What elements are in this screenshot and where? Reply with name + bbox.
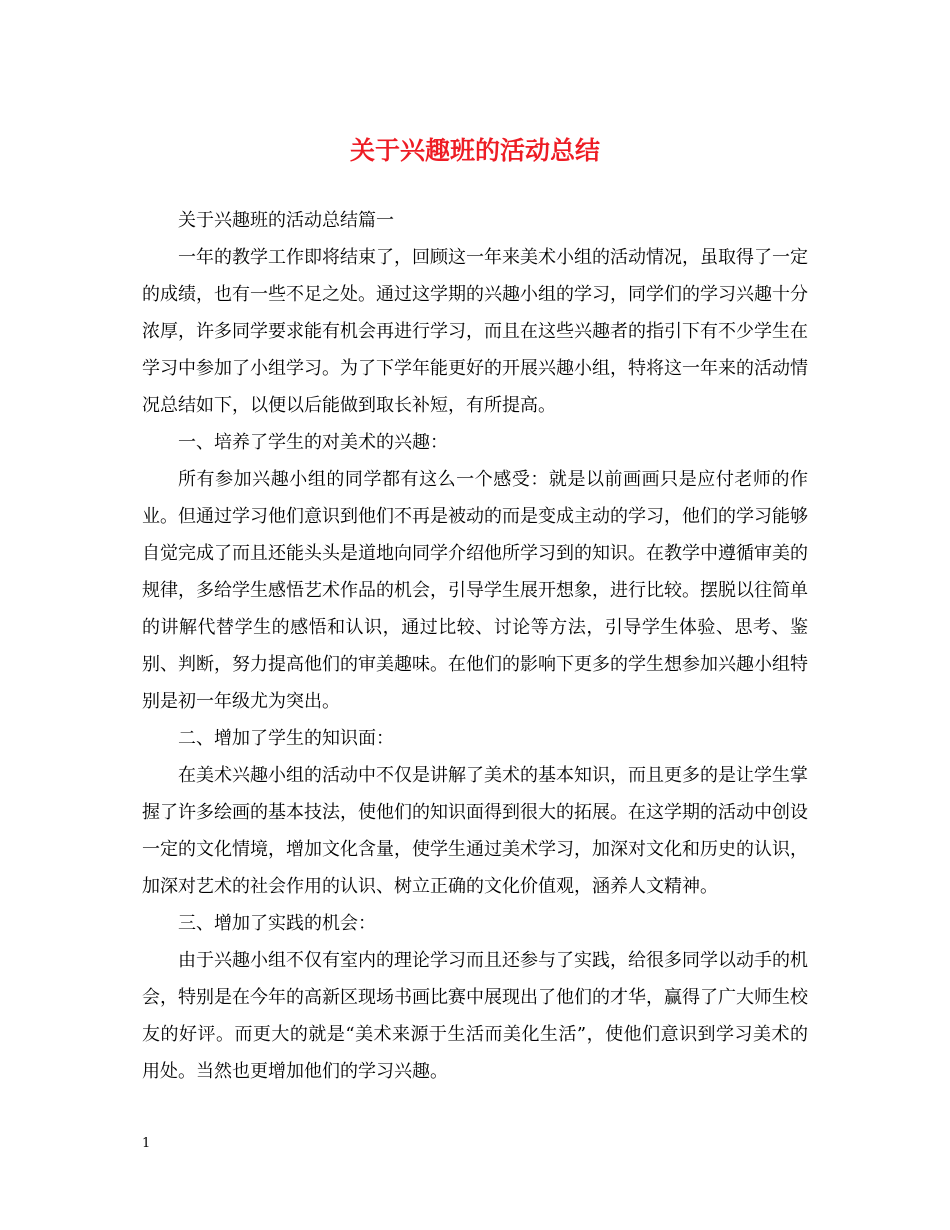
page-number: 1 — [142, 1136, 151, 1151]
section-heading: 关于兴趣班的活动总结篇一 — [178, 210, 394, 231]
section-heading: 三、增加了实践的机会： — [178, 913, 376, 934]
body-paragraph: 一年的教学工作即将结束了，回顾这一年来美术小组的活动情况，虽取得了一定的成绩，也有一些不足之处。通过这学期的兴趣小组的学习，同学们的学习兴趣十分浓厚，许多同学要求能有机会再进行学习，而且在这些兴趣者的指引下有不少学生在学习中参加了小组学习。为了下学年能更好的开展兴趣小组，特将这一年来的活动情况总结如下，以便以后能做到取长补短，有所提高。 — [142, 247, 808, 416]
body-paragraph: 在美术兴趣小组的活动中不仅是讲解了美术的基本知识，而且更多的是让学生掌握了许多绘画的基本技法，使他们的知识面得到很大的拓展。在这学期的活动中创设一定的文化情境，增加文化含量，使学生通过美术学习，加深对文化和历史的认识，加深对艺术的社会作用的认识、树立正确的文化价值观，涵养人文精神。 — [142, 765, 808, 897]
section-heading: 二、增加了学生的知识面： — [178, 728, 394, 749]
body-paragraph: 所有参加兴趣小组的同学都有这么一个感受：就是以前画画只是应付老师的作业。但通过学习他们意识到他们不再是被动的而是变成主动的学习，他们的学习能够自觉完成了而且还能头头是道地向同学介绍他所学习到的知识。在教学中遵循审美的规律，多给学生感悟艺术作品的机会，引导学生展开想象，进行比较。摆脱以往简单的讲解代替学生的感悟和认识，通过比较、讨论等方法，引导学生体验、思考、鉴别、判断，努力提高他们的审美趣味。在他们的影响下更多的学生想参加兴趣小组特别是初一年级尤为突出。 — [142, 469, 808, 712]
document-title: 关于兴趣班的活动总结 — [349, 136, 600, 165]
section-heading: 一、培养了学生的对美术的兴趣： — [178, 432, 448, 453]
body-paragraph: 由于兴趣小组不仅有室内的理论学习而且还参与了实践，给很多同学以动手的机会，特别是在今年的高新区现场书画比赛中展现出了他们的才华，赢得了广大师生校友的好评。而更大的就是“美术来源于生活而美化生活”，使他们意识到学习美术的用处。当然也更增加他们的学习兴趣。 — [142, 950, 808, 1082]
document-body — [142, 202, 808, 1090]
